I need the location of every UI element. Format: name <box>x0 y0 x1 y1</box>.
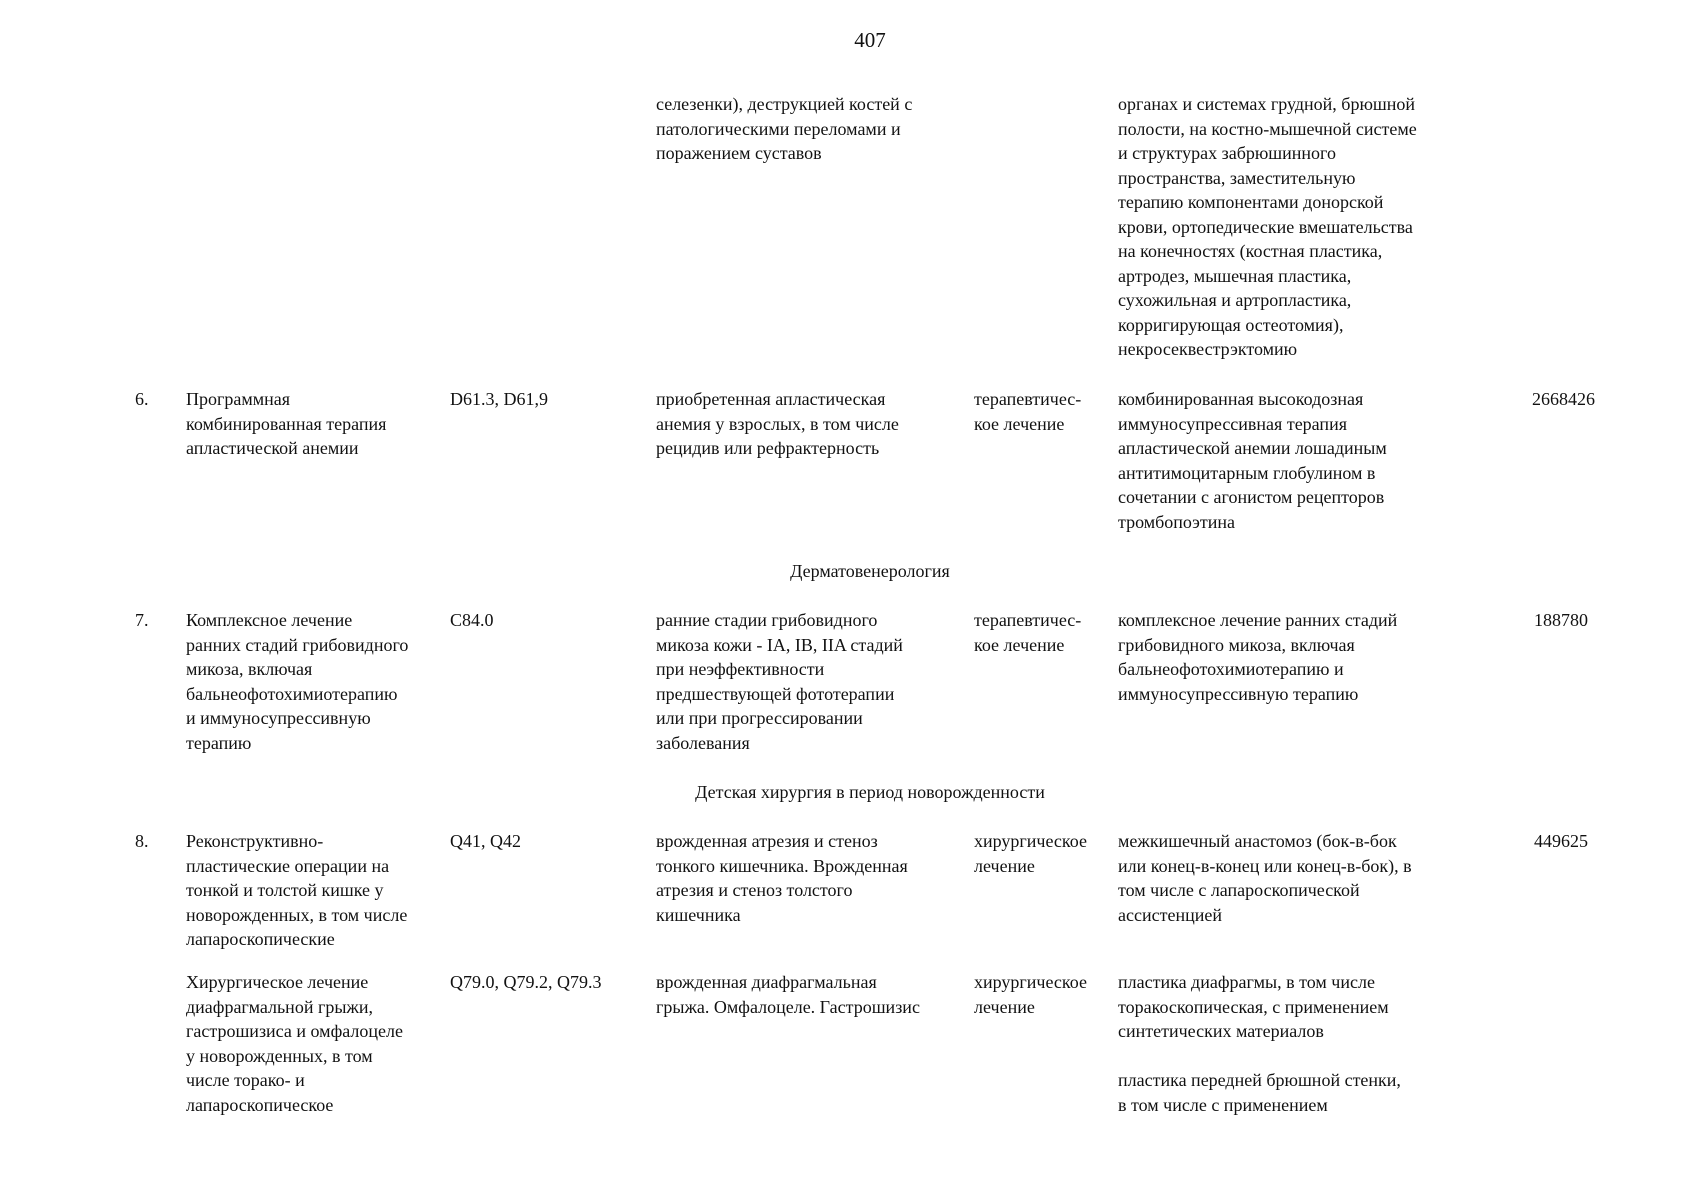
text-line: лечение <box>974 996 1035 1017</box>
text-line: при неэффективности <box>656 659 825 679</box>
text-line: лечение <box>974 855 1035 876</box>
row-8-care-type <box>186 829 407 952</box>
text-line: и структурах забрюшинного <box>1118 143 1336 163</box>
text-line: и иммуносупрессивную <box>186 708 371 728</box>
text-line: селезенки), деструкцией костей с <box>656 94 913 114</box>
text-line: заболевания <box>656 732 750 753</box>
text-line: в том числе с применением <box>1118 1094 1328 1115</box>
text-line: апластической анемии лошадиным <box>1118 438 1387 458</box>
text-line: атрезия и стеноз толстого <box>656 880 853 900</box>
row-7-patient-model <box>656 608 903 755</box>
text-line: Программная <box>186 389 291 409</box>
text-line: том числе с лапароскопической <box>1118 880 1360 900</box>
text-line: врожденная диафрагмальная <box>656 972 877 992</box>
text-line: Хирургическое лечение <box>186 972 369 992</box>
text-line: грыжа. Омфалоцеле. Гастрошизис <box>656 996 920 1017</box>
text-line: терапевтичес- <box>974 610 1082 630</box>
text-line: комбинированная терапия <box>186 413 387 434</box>
row-8b-care-type <box>186 970 403 1117</box>
row-6-treatment-method <box>1118 387 1387 534</box>
text-line: микоза кожи - IA, IB, IIA стадий <box>656 634 903 655</box>
row-8-treatment-type <box>974 829 1087 878</box>
text-line: торакоскопическая, с применением <box>1118 996 1389 1017</box>
text-line: у новорожденных, в том <box>186 1045 373 1066</box>
text-line: на конечностях (костная пластика, <box>1118 241 1383 261</box>
row-8-patient-model <box>656 829 908 927</box>
text-line: новорожденных, в том числе <box>186 904 408 925</box>
section-heading-dermatovenereology: Дерматовенерология <box>790 561 950 581</box>
text-line: лапароскопическое <box>186 1094 334 1115</box>
text-line: терапевтичес- <box>974 389 1082 409</box>
text-line: микоза, включая <box>186 659 313 679</box>
text-line: крови, ортопедические вмешательства <box>1118 216 1413 237</box>
row-7-cost: 188780 <box>1534 610 1588 630</box>
text-line: тонкого кишечника. Врожденная <box>656 855 908 876</box>
page-number: 407 <box>854 28 886 52</box>
text-line: анемия у взрослых, в том числе <box>656 413 899 434</box>
text-line: полости, на костно-мышечной системе <box>1118 118 1417 139</box>
row-6-treatment-type <box>974 387 1081 436</box>
text-line: артродез, мышечная пластика, <box>1118 265 1352 286</box>
row-8-number: 8. <box>135 831 149 851</box>
row-8b-treatment-method-abdominal-wall <box>1118 1068 1401 1117</box>
text-line: пластика диафрагмы, в том числе <box>1118 972 1375 992</box>
row-7-care-type <box>186 608 408 755</box>
row-7-number: 7. <box>135 610 149 630</box>
text-line: терапию <box>186 732 252 753</box>
row-6-patient-model <box>656 387 899 461</box>
row-8b-treatment-type <box>974 970 1087 1019</box>
text-line: корригирующая остеотомия), <box>1118 314 1344 335</box>
row-7-treatment-method <box>1118 608 1397 706</box>
text-line: числе торако- и <box>186 1070 305 1090</box>
row-6-icd-code: D61.3, D61,9 <box>450 389 548 409</box>
text-line: пространства, заместительную <box>1118 167 1356 188</box>
row-6-number: 6. <box>135 389 149 409</box>
row-8b-treatment-method-diaphragm <box>1118 970 1389 1044</box>
row-7-icd-code: C84.0 <box>450 610 494 630</box>
text-line: или при прогрессировании <box>656 708 863 728</box>
row-8-treatment-method <box>1118 829 1412 927</box>
row-8-icd-code: Q41, Q42 <box>450 831 521 851</box>
text-line: бальнеофотохимиотерапию и <box>1118 659 1344 679</box>
text-line: ранние стадии грибовидного <box>656 610 878 630</box>
row-6-care-type <box>186 387 386 461</box>
text-line: врожденная атрезия и стеноз <box>656 831 878 851</box>
text-line: Реконструктивно- <box>186 831 324 851</box>
text-line: сочетании с агонистом рецепторов <box>1118 487 1385 507</box>
row-8b-icd-code: Q79.0, Q79.2, Q79.3 <box>450 972 602 992</box>
text-line: рецидив или рефрактерность <box>656 438 880 458</box>
text-line: комбинированная высокодозная <box>1118 389 1364 409</box>
text-line: межкишечный анастомоз (бок-в-бок <box>1118 831 1397 851</box>
continuation-treatment-method <box>1118 92 1417 362</box>
text-line: терапию компонентами донорской <box>1118 192 1384 212</box>
text-line: бальнеофотохимиотерапию <box>186 683 398 704</box>
text-line: синтетических материалов <box>1118 1021 1324 1041</box>
text-line: пластика передней брюшной стенки, <box>1118 1070 1401 1090</box>
text-line: кое лечение <box>974 634 1065 655</box>
text-line: гастрошизиса и омфалоцеле <box>186 1021 403 1041</box>
row-8-cost: 449625 <box>1534 831 1588 851</box>
row-6-cost: 2668426 <box>1532 389 1595 409</box>
text-line: комплексное лечение ранних стадий <box>1118 610 1398 630</box>
text-line: диафрагмальной грыжи, <box>186 996 373 1017</box>
text-line: предшествующей фототерапии <box>656 683 895 704</box>
text-line: иммуносупрессивную терапию <box>1118 683 1359 704</box>
text-line: тонкой и толстой кишке у <box>186 880 384 900</box>
text-line: приобретенная апластическая <box>656 389 886 409</box>
text-line: хирургическое <box>974 972 1087 992</box>
text-line: кое лечение <box>974 413 1065 434</box>
text-line: патологическими переломами и <box>656 118 901 139</box>
text-line: Комплексное лечение <box>186 610 353 630</box>
row-7-treatment-type <box>974 608 1081 657</box>
text-line: некросеквестрэктомию <box>1118 339 1298 359</box>
text-line: пластические операции на <box>186 855 390 876</box>
text-line: поражением суставов <box>656 143 822 163</box>
text-line: иммуносупрессивная терапия <box>1118 413 1347 434</box>
row-8b-patient-model <box>656 970 920 1019</box>
text-line: лапароскопические <box>186 929 335 949</box>
text-line: хирургическое <box>974 831 1087 851</box>
text-line: кишечника <box>656 904 741 925</box>
text-line: ассистенцией <box>1118 904 1222 925</box>
text-line: апластической анемии <box>186 438 359 458</box>
text-line: грибовидного микоза, включая <box>1118 634 1355 655</box>
text-line: антитимоцитарным глобулином в <box>1118 462 1376 483</box>
text-line: органах и системах грудной, брюшной <box>1118 94 1416 114</box>
text-line: тромбопоэтина <box>1118 511 1235 532</box>
continuation-patient-model <box>656 92 912 166</box>
text-line: сухожильная и артропластика, <box>1118 290 1352 310</box>
text-line: или конец-в-конец или конец-в-бок), в <box>1118 855 1412 876</box>
section-heading-neonatal-surgery: Детская хирургия в период новорожденности <box>695 782 1045 802</box>
text-line: ранних стадий грибовидного <box>186 634 409 655</box>
